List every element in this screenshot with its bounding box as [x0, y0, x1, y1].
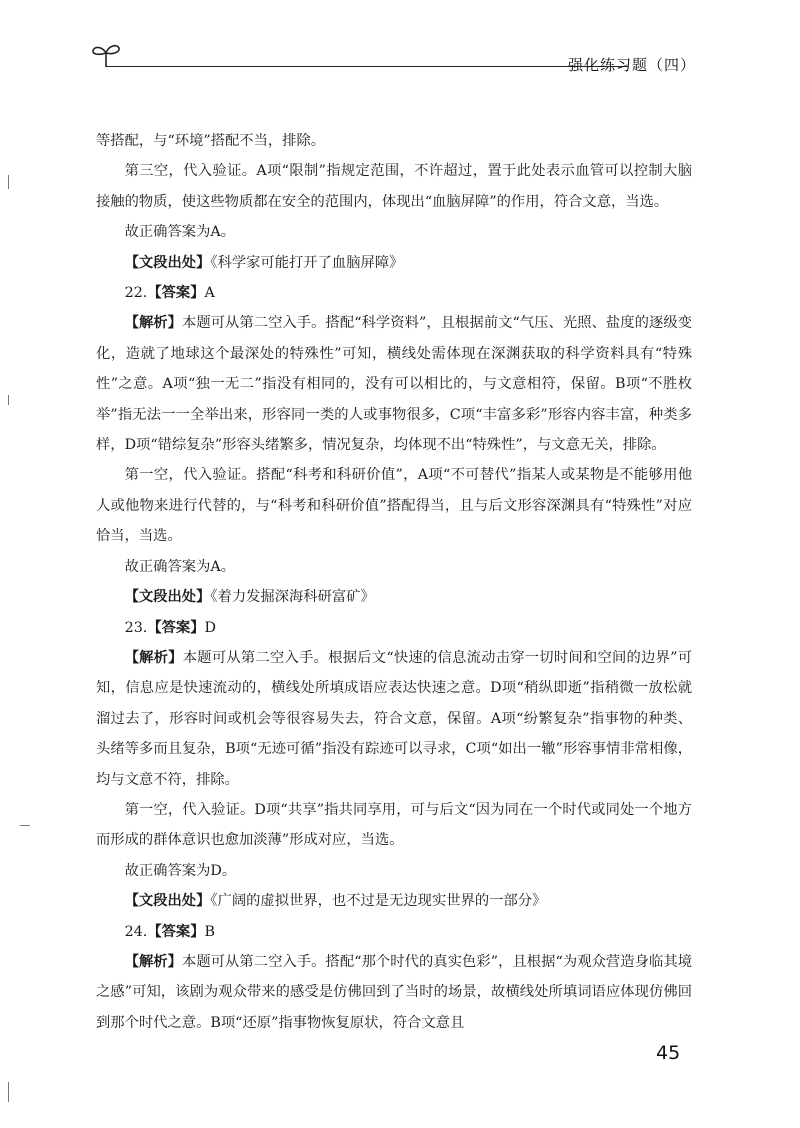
paragraph: 故正确答案为D。 [124, 862, 237, 879]
answer-value: A [204, 285, 215, 302]
analysis-paragraph [96, 308, 692, 460]
scan-edge-mark [8, 175, 9, 189]
scan-edge-mark [8, 1082, 9, 1102]
paragraph: 第三空，代入验证。A项“限制”指规定范围，不许超过，置于此处表示血管可以控制大脑接触的物质，使这些物质都在安全的范围内，体现出“血脑屏障”的作用，符合文意，当选。 [96, 163, 692, 210]
body-text [96, 126, 692, 1038]
paragraph: 等搭配，与“环境”搭配不当，排除。 [96, 133, 326, 149]
answer-line [96, 917, 692, 947]
analysis-label: 【解析】 [124, 649, 183, 666]
paragraph: 第一空，代入验证。D项“共享”指共同享用，可与后文“因为同在一个时代或同处一个地方而形成的群体意识也愈加淡薄”形成对应，当选。 [96, 801, 692, 849]
analysis-text: 本题可从第二空入手。搭配“那个时代的真实色彩”，且根据“为观众营造身临其境之感”可知，该剧为观众带来的感受是仿佛回到了当时的场景，故横线处所填词语应体现仿佛回到那个时代之意。B项“还原”指事物恢复原状，符合文意且 [96, 953, 692, 1031]
source-line [96, 886, 692, 916]
question-number: 24. [124, 923, 148, 940]
source-label: 【文段出处】 [124, 893, 211, 910]
source-line [96, 582, 692, 612]
answer-label: 【答案】 [147, 923, 205, 940]
answer-line [96, 613, 692, 643]
running-header [90, 40, 700, 80]
analysis-paragraph [96, 643, 692, 795]
source-label: 【文段出处】 [124, 254, 211, 271]
answer-value: D [204, 619, 216, 636]
section-title: 强化练习题（四） [567, 56, 696, 74]
answer-label: 【答案】 [147, 285, 205, 302]
question-number: 22. [124, 285, 148, 302]
source-line [96, 248, 692, 278]
answer-value: B [204, 923, 216, 940]
source-title: 《科学家可能打开了血脑屏障》 [210, 254, 404, 271]
source-title: 《着力发掘深海科研富矿》 [210, 589, 375, 606]
answer-line [96, 278, 692, 308]
source-title: 《广阔的虚拟世界，也不过是无边现实世界的一部分》 [210, 893, 547, 910]
analysis-label: 【解析】 [124, 953, 182, 970]
analysis-paragraph [96, 947, 692, 1038]
page-number: 45 [656, 1042, 681, 1064]
paragraph: 故正确答案为A。 [124, 224, 235, 241]
question-number: 23. [124, 619, 148, 636]
paragraph: 第一空，代入验证。搭配“科考和科研价值”，A项“不可替代”指某人或某物是不能够用他人或他物来进行代替的，与“科考和科研价值”搭配得当，且与后文形容深渊具有“特殊性”对应恰当，当选。 [96, 467, 692, 545]
answer-label: 【答案】 [147, 619, 205, 636]
analysis-label: 【解析】 [124, 315, 182, 332]
header-rule [106, 66, 628, 67]
analysis-text: 本题可从第二空入手。搭配“科学资料”，且根据前文“气压、光照、盐度的逐级变化，造就了地球这个最深处的特殊性”可知，横线处需体现在深渊获取的科学资料具有“特殊性”之意。A项“独一无二”指没有相同的，没有可以相比的，与文意相符，保留。B项“不胜枚举”指无法一一全举出来，形容同一类的人或事物很多，C项“丰富多彩”形容内容丰富，种类多样，D项“错综复杂”形容头绪繁多，情况复杂，均体现不出“特殊性”，与文意无关，排除。 [96, 315, 692, 454]
paragraph: 故正确答案为A。 [124, 558, 235, 575]
source-label: 【文段出处】 [124, 589, 211, 606]
scan-edge-mark [8, 395, 9, 405]
analysis-text: 本题可从第二空入手。根据后文“快速的信息流动击穿一切时间和空间的边界”可知，信息应是快速流动的，横线处所填成语应表达快速之意。D项“稍纵即逝”指稍微一放松就溜过去了，形容时间或机会等很容易失去，符合文意，保留。A项“纷繁复杂”指事物的种类、头绪等多而且复杂，B项“无迹可循”指没有踪迹可以寻求，C项“如出一辙”形容事情非常相像，均与文意不符，排除。 [96, 649, 692, 788]
scan-edge-mark [20, 825, 30, 826]
